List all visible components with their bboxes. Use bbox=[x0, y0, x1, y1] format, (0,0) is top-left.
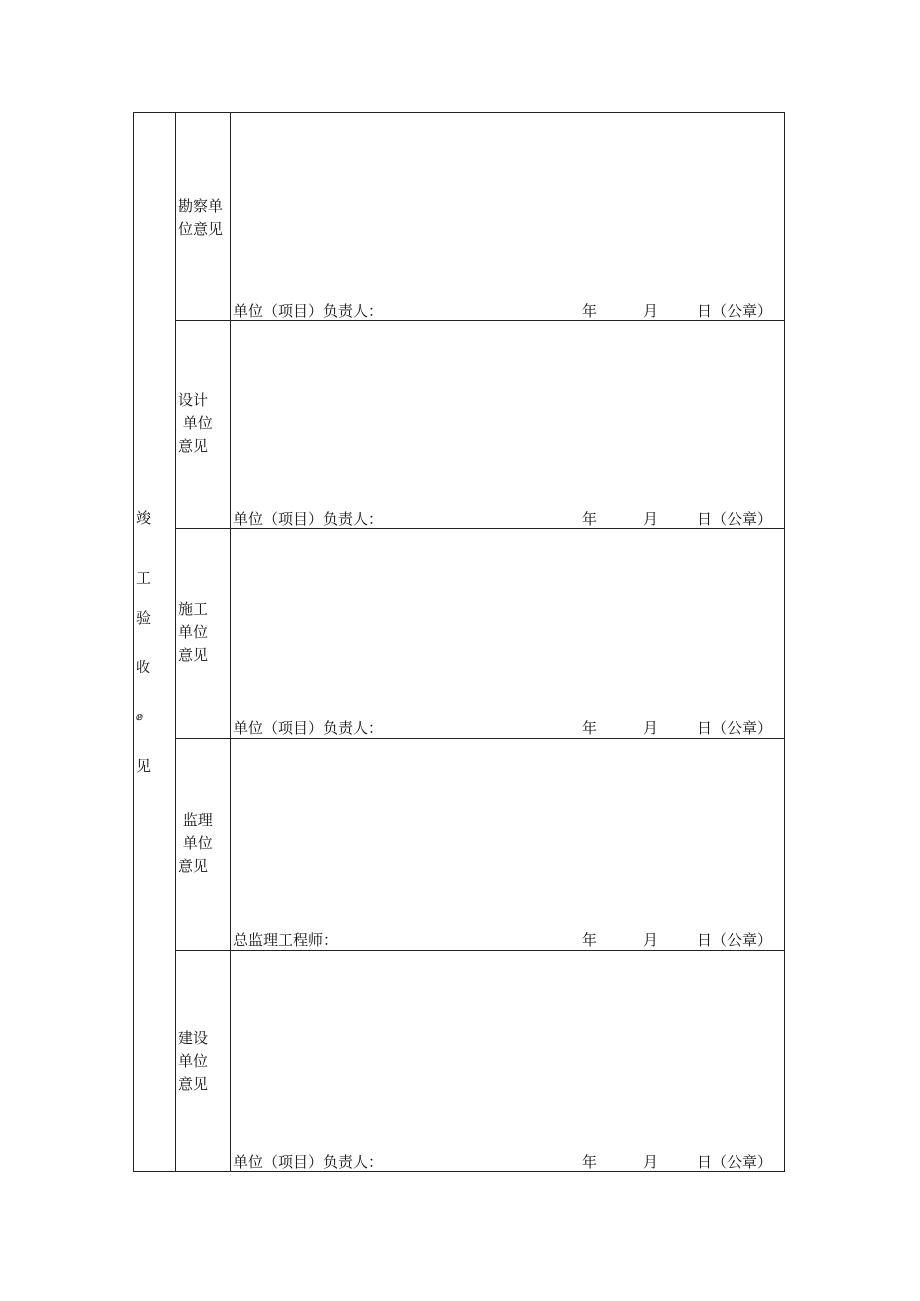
label-line: 意见 bbox=[178, 1075, 209, 1093]
label-line: 位意见 bbox=[178, 220, 224, 238]
label-line: 单位 bbox=[178, 623, 209, 641]
signer-label: 单位（项目）负责人： bbox=[233, 302, 384, 320]
acceptance-table bbox=[133, 112, 785, 1172]
month-label: 月 bbox=[643, 302, 659, 320]
supervision-signature-line bbox=[233, 929, 778, 949]
month-label: 月 bbox=[643, 931, 659, 949]
year-label: 年 bbox=[582, 1153, 598, 1171]
label-line: 单位 bbox=[178, 414, 213, 432]
outer-char-6: 见 bbox=[136, 757, 152, 775]
year-label: 年 bbox=[582, 931, 598, 949]
month-label: 月 bbox=[643, 510, 659, 528]
signer-label: 单位（项目）负责人： bbox=[233, 1153, 384, 1171]
year-label: 年 bbox=[582, 302, 598, 320]
construction-signature-line bbox=[233, 717, 778, 737]
day-seal-label: 日（公章） bbox=[697, 302, 773, 320]
owner-unit-label bbox=[178, 1027, 230, 1096]
label-line: 监理 bbox=[178, 811, 213, 829]
label-line: 意见 bbox=[178, 437, 209, 455]
survey-unit-label bbox=[178, 195, 230, 241]
label-line: 勘察单 bbox=[178, 197, 224, 215]
label-line: 单位 bbox=[178, 1052, 209, 1070]
day-seal-label: 日（公章） bbox=[697, 719, 773, 737]
design-signature-line bbox=[233, 508, 778, 528]
label-line: 意见 bbox=[178, 857, 209, 875]
outer-char-1: 竣 bbox=[136, 509, 152, 527]
year-label: 年 bbox=[582, 510, 598, 528]
label-line: 施工 bbox=[178, 600, 209, 618]
row-divider-3 bbox=[176, 738, 784, 739]
month-label: 月 bbox=[643, 719, 659, 737]
signer-label: 单位（项目）负责人： bbox=[233, 719, 384, 737]
column-divider-1 bbox=[175, 113, 176, 1171]
month-label: 月 bbox=[643, 1153, 659, 1171]
design-unit-label bbox=[178, 389, 230, 458]
year-label: 年 bbox=[582, 719, 598, 737]
owner-signature-line bbox=[233, 1151, 778, 1171]
outer-char-4: 收 bbox=[136, 660, 150, 676]
supervision-unit-label bbox=[178, 809, 230, 878]
outer-char-2: 工 bbox=[136, 569, 152, 587]
outer-char-5: ⅇ bbox=[136, 710, 143, 723]
row-divider-4 bbox=[176, 950, 784, 951]
column-divider-2 bbox=[230, 113, 231, 1171]
label-line: 意见 bbox=[178, 646, 209, 664]
construction-unit-label bbox=[178, 598, 230, 667]
outer-char-3: 验 bbox=[136, 609, 152, 627]
signer-label: 总监理工程师： bbox=[233, 931, 339, 949]
day-seal-label: 日（公章） bbox=[697, 931, 773, 949]
label-line: 单位 bbox=[178, 834, 213, 852]
label-line: 设计 bbox=[178, 391, 209, 409]
signer-label: 单位（项目）负责人： bbox=[233, 510, 384, 528]
day-seal-label: 日（公章） bbox=[697, 510, 773, 528]
label-line: 建设 bbox=[178, 1029, 209, 1047]
day-seal-label: 日（公章） bbox=[697, 1153, 773, 1171]
survey-signature-line bbox=[233, 300, 778, 320]
